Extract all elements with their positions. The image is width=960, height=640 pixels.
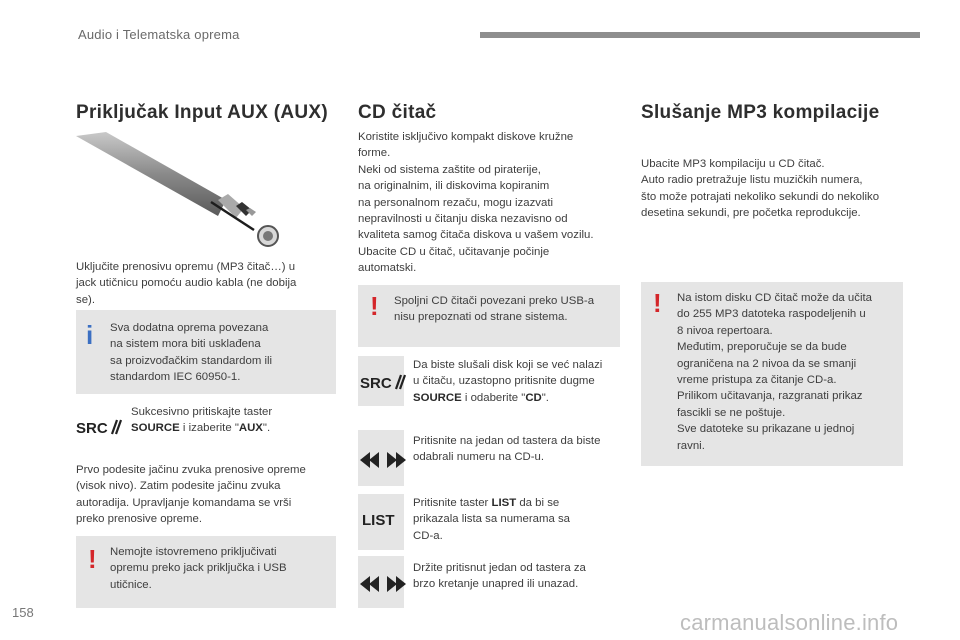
aux-title: Priključak Input AUX (AUX) [76, 102, 329, 123]
prev-next-buttons-icon [360, 576, 406, 592]
section-title: Audio i Telematska oprema [78, 27, 240, 42]
info-box [76, 310, 336, 394]
page-number: 158 [12, 605, 34, 620]
cd-title: CD čitač [358, 102, 437, 123]
exclamation-icon: ! [653, 288, 662, 318]
svg-text:SRC: SRC [76, 420, 108, 437]
cd-warning-text: Spoljni CD čitači povezani preko USB-a nisu prepoznati od strane sistema. [394, 295, 595, 324]
aux-warning-text: Nemojte istovremeno priključivati opremu preko jack priključka i USB utičnice. [110, 546, 287, 591]
list-button-icon: LIST [362, 512, 395, 529]
info-icon: i [86, 320, 94, 350]
aux-volume-text: Prvo podesite jačinu zvuka prenosive opreme (visok nivo). Zatim podesite jačinu zvuka autoradija. Upravljanje komandama se vrši preko prenosive opreme. [76, 464, 306, 526]
aux-warning-box [76, 536, 336, 608]
cd-hold-step: Držite pritisnut jedan od tastera za brzo kretanje unapred ili unazad. [413, 562, 586, 591]
cd-intro-text: Koristite isključivo kompakt diskove kružne forme. Neki od sistema zaštite od piraterije, na originalnim, ili diskovima kopiranim na personalnom rezaču, mogu izazvati nepravilnosti u čitanju diska nezavisno od kvaliteta samog čitača diskova u vašem vozilu. Ubacite CD u čitač, učitavanje počinje automatski. [358, 131, 594, 275]
mp3-warning-box [641, 282, 903, 466]
cd-track-step: Pritisnite na jedan od tastera da biste odabrali numeru na CD-u. [413, 435, 601, 464]
header-bar [480, 32, 920, 38]
cd-source-step: Da biste slušali disk koji se već nalazi u čitaču, uzastopno pritisnite dugme SOURCE i odaberite "CD". [413, 359, 603, 404]
cd-warning-box [358, 285, 620, 347]
mp3-title: Slušanje MP3 kompilacije [641, 102, 880, 123]
watermark: carmanualsonline.info [680, 610, 899, 635]
cd-list-step: Pritisnite taster LIST da bi se prikazala lista sa numerama sa CD-a. [413, 497, 571, 542]
mp3-warning-text: Na istom disku CD čitač može da učita do 255 MP3 datoteka raspodeljenih u 8 nivoa repertoara. Međutim, preporučuje se da bude ograničena na 2 nivoa da se smanji vreme pristupa za čitanje CD-a. Prilikom učitavanja, razgranati prikaz fascikli se ne poštuje. Sve datoteke su prikazane u jednoj ravni. [677, 292, 872, 452]
exclamation-icon: ! [88, 544, 97, 574]
mp3-intro-text: Ubacite MP3 kompilaciju u CD čitač. Auto radio pretražuje listu muzičkih numera, što može potrajati nekoliko sekundi do nekoliko desetina sekundi, pre početka reprodukcije. [641, 158, 880, 220]
prev-next-buttons-icon [360, 452, 406, 468]
aux-intro-text: Uključite prenosivu opremu (MP3 čitač…) u jack utičnicu pomoću audio kabla (ne dobija se). [76, 261, 297, 306]
exclamation-icon: ! [370, 291, 379, 321]
info-box-text: Sva dodatna oprema povezana na sistem mora biti usklađena sa proizvođačkim standardom ili standardom IEC 60950-1. [110, 322, 273, 384]
src-button-icon [360, 371, 406, 393]
aux-source-step: Sukcesivno pritiskajte taster SOURCE i izaberite "AUX". [131, 406, 273, 435]
svg-text:SRC: SRC [360, 375, 392, 392]
src-button-icon [76, 416, 122, 438]
audio-jack-plug-icon [76, 130, 296, 250]
